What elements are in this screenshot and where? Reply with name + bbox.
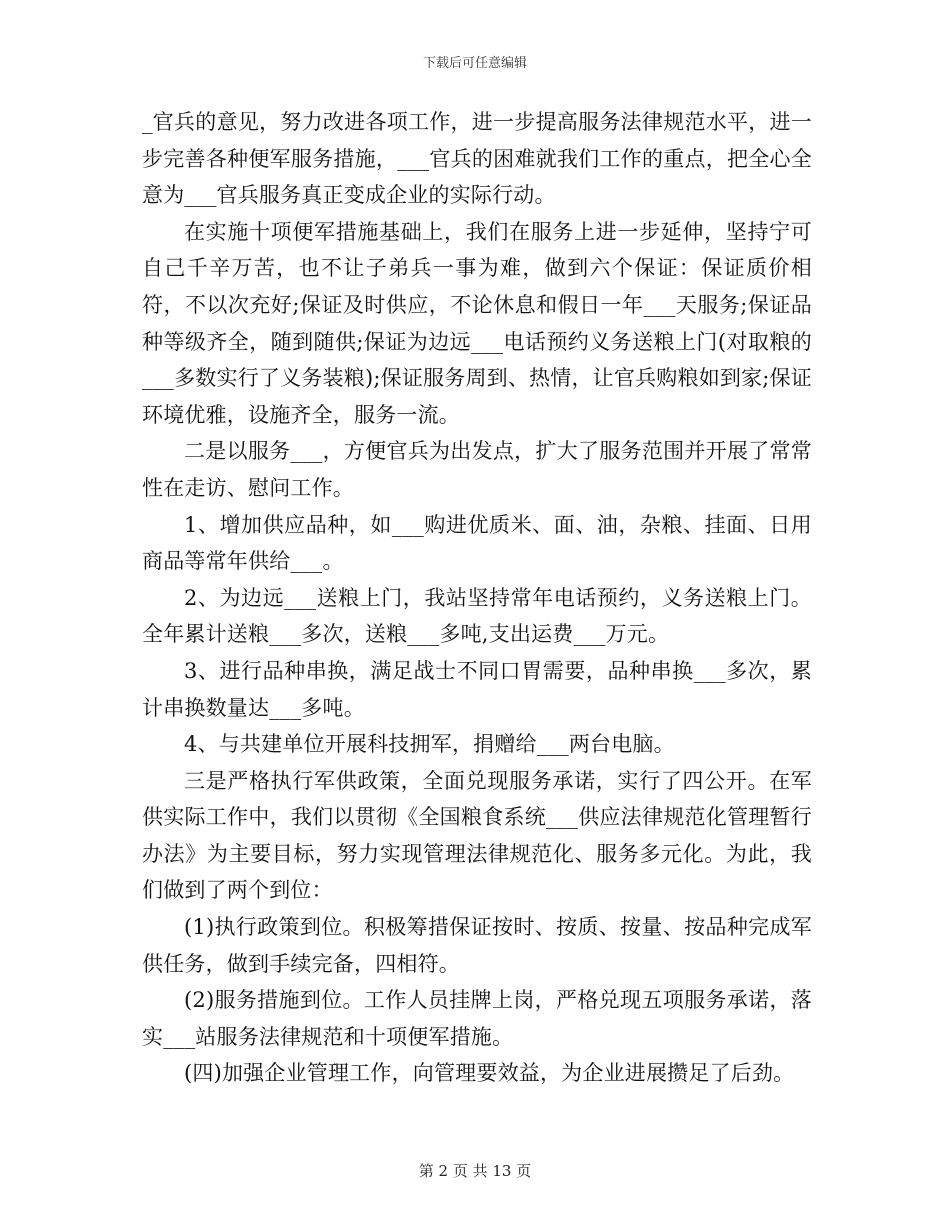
paragraph-six-guarantees: 在实施十项便军措施基础上，我们在服务上进一步延伸，坚持宁可自己千辛万苦，也不让子弟兵一事为难，做到六个保证：保证质价相符，不以次充好;保证及时供应，不论休息和假日一年___天服务;保证品种等级齐全，随到随供;保证为边远___电话预约义务送粮上门(对取粮的___多数实行了义务装粮);保证服务周到、热情，让官兵购粮如到家;保证环境优雅，设施齐全，服务一流。 xyxy=(142,219,812,427)
page-header-note: 下载后可任意编辑 xyxy=(422,56,527,71)
document-body xyxy=(142,104,812,1092)
paragraph-section-four: (四)加强企业管理工作，向管理要效益，为企业进展攒足了后劲。 xyxy=(184,1061,795,1086)
paragraph-point-two: 二是以服务___，方便官兵为出发点，扩大了服务范围并开展了常常性在走访、慰问工作。 xyxy=(142,439,812,500)
paragraph-item-4: 4、与共建单位开展科技拥军，捐赠给___两台电脑。 xyxy=(184,732,675,757)
paragraph-item-2: 2、为边远___送粮上门，我站坚持常年电话预约，义务送粮上门。全年累计送粮___多次，送粮___多吨,支出运费___万元。 xyxy=(142,585,812,647)
paragraph-point-three: 三是严格执行军供政策，全面兑现服务承诺，实行了四公开。在军供实际工作中，我们以贯彻《全国粮食系统___供应法律规范化管理暂行办法》为主要目标，努力实现管理法律规范化、服务多元化。为此，我们做到了两个到位： xyxy=(142,768,812,903)
paragraph-continuation: _官兵的意见，努力改进各项工作，进一步提高服务法律规范水平，进一步完善各种便军服务措施，___官兵的困难就我们工作的重点，把全心全意为___官兵服务真正变成企业的实际行动。 xyxy=(142,110,812,208)
paragraph-sub-1: (1)执行政策到位。积极筹措保证按时、按质、按量、按品种完成军供任务，做到手续完备，四相符。 xyxy=(142,915,812,976)
paragraph-sub-2: (2)服务措施到位。工作人员挂牌上岗，严格兑现五项服务承诺，落实___站服务法律规范和十项便军措施。 xyxy=(142,988,812,1049)
paragraph-item-3: 3、进行品种串换，满足战士不同口胃需要，品种串换___多次，累计串换数量达___多吨。 xyxy=(142,658,812,720)
page-number-footer: 第 2 页 共 13 页 xyxy=(418,1162,532,1180)
paragraph-item-1: 1、增加供应品种，如___购进优质米、面、油，杂粮、挂面、日用商品等常年供给___。 xyxy=(142,512,812,574)
